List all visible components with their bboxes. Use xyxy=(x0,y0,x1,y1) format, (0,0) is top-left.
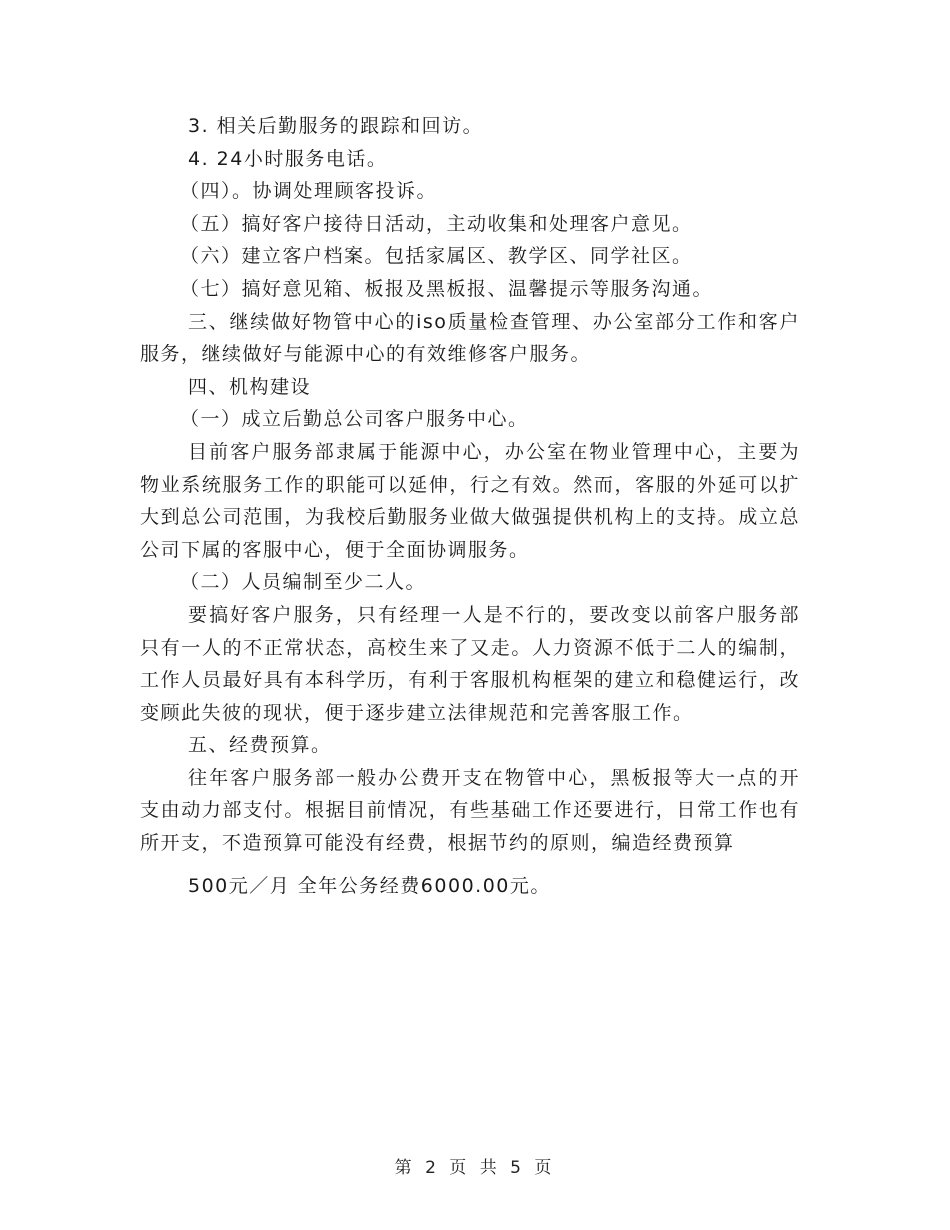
paragraph: 4. 24小时服务电话。 xyxy=(188,147,388,170)
paragraph: （七）搞好意见箱、板报及黑板报、温馨提示等服务沟通。 xyxy=(180,277,714,300)
paragraph: （五）搞好客户接待日活动，主动收集和处理客户意见。 xyxy=(180,212,693,235)
paragraph: 500元／月 全年公务经费6000.00元。 xyxy=(188,874,551,897)
paragraph: 要搞好客户服务，只有经理一人是不行的，要改变以前客户服务部只有一人的不正常状态，高校生来了又走。人力资源不低于二人的编制，工作人员最好具有本科学历，有利于客服机构框架的建立和稳健运行，改变顾此失彼的现状，便于逐步建立法律规范和完善客服工作。 xyxy=(140,603,800,724)
paragraph: 往年客户服务部一般办公费开支在物管中心，黑板报等大一点的开支由动力部支付。根据目前情况，有些基础工作还要进行，日常工作也有所开支，不造预算可能没有经费，根据节约的原则，编造经费预算 xyxy=(140,766,800,855)
paragraph: （四）。协调处理顾客投诉。 xyxy=(180,180,438,203)
paragraph: （一）成立后勤总公司客户服务中心。 xyxy=(180,408,529,431)
page-number: 第 2 页 共 5 页 xyxy=(394,1158,556,1178)
section-heading: 四、机构建设 xyxy=(188,375,312,398)
paragraph: （六）建立客户档案。包括家属区、教学区、同学社区。 xyxy=(180,245,693,268)
paragraph: 三、继续做好物管中心的iso质量检查管理、办公室部分工作和客户服务，继续做好与能源中心的有效维修客户服务。 xyxy=(140,310,800,366)
paragraph: 3. 相关后勤服务的跟踪和回访。 xyxy=(188,115,484,137)
paragraph: （二）人员编制至少二人。 xyxy=(180,571,427,594)
paragraph: 目前客户服务部隶属于能源中心，办公室在物业管理中心，主要为物业系统服务工作的职能可以延伸，行之有效。然而，客服的外延可以扩大到总公司范围，为我校后勤服务业做大做强提供机构上的支持。成立总公司下属的客服中心，便于全面协调服务。 xyxy=(140,440,800,561)
document-body xyxy=(140,110,800,902)
section-heading: 五、经费预算。 xyxy=(188,734,332,757)
